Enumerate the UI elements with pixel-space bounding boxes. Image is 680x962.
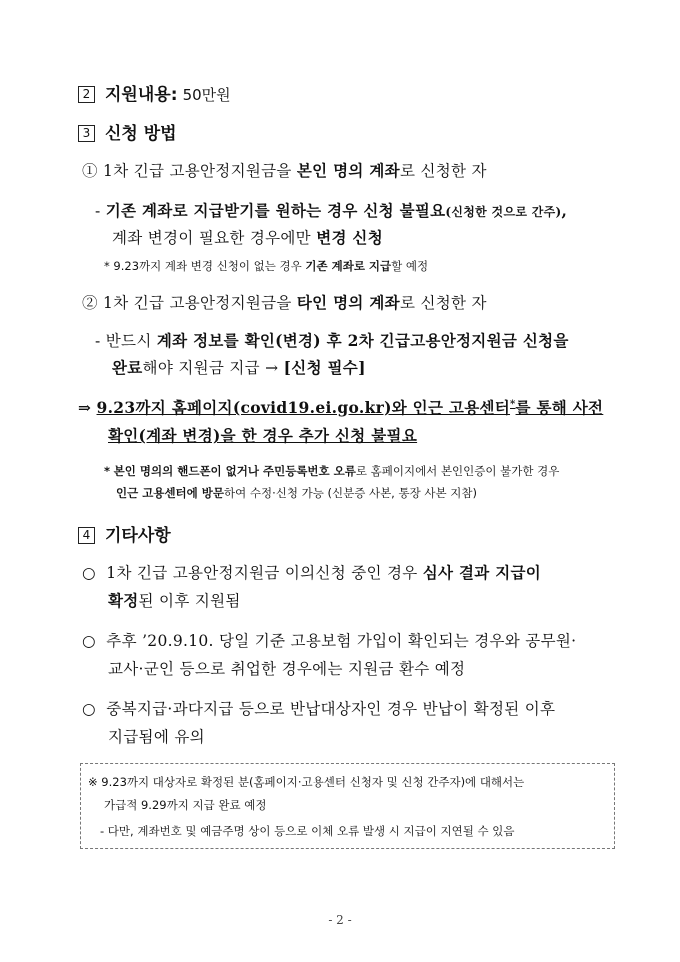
- conclusion-line-2: [108, 424, 417, 446]
- item-2-sub-line-1: [95, 329, 569, 351]
- star-marker: *: [104, 464, 111, 478]
- page-number: - 2 -: [328, 913, 352, 927]
- bullet-text: 추후 ’20.9.10. 당일 기준 고용보험 가입이 확인되는 경우와 공무원·: [106, 632, 577, 650]
- item-text: 1차 긴급 고용안정지원금을: [103, 162, 297, 180]
- note-emphasis: 본인 명의의 핸드폰이 없거나 주민등록번호 오류: [113, 464, 356, 478]
- sub-comma: ,: [561, 201, 568, 220]
- sub-text: 반드시: [105, 332, 157, 350]
- note-text: 하여 수정·신청 가능 (신분증 사본, 통장 사본 지참): [224, 486, 477, 500]
- bullet-marker: ○: [82, 700, 96, 718]
- star-note-line-1: [104, 463, 559, 479]
- sub-text: 해야 지원금 지급 →: [142, 359, 284, 377]
- section-title: 기타사항: [105, 526, 171, 546]
- sub-emphasis: 계좌 정보를 확인(변경) 후 2차 긴급고용안정지원금 신청을: [156, 331, 569, 350]
- sub-emphasis: 완료: [112, 358, 143, 377]
- bullet-2-line-1: [82, 629, 576, 651]
- section-3-heading: [78, 119, 177, 144]
- item-1-sub-line-2: [112, 226, 383, 248]
- bullet-3-line-2: [108, 725, 205, 747]
- note-text: * 9.23까지 계좌 변경 신청이 없는 경우: [104, 259, 306, 273]
- required-tag: [신청 필수]: [283, 358, 366, 377]
- section-4-heading: [78, 521, 171, 546]
- notice-line-2: [104, 797, 266, 813]
- item-1-note: [104, 258, 428, 274]
- dash-marker: -: [95, 332, 101, 350]
- item-text: 1차 긴급 고용안정지원금을: [103, 294, 297, 312]
- item-marker: ②: [82, 294, 98, 312]
- bullet-text: 지급됨에 유의: [108, 728, 205, 746]
- double-arrow-icon: ⇒: [78, 398, 92, 417]
- item-emphasis: 타인 명의 계좌: [296, 293, 400, 312]
- bullet-text: 된 이후 지원됨: [138, 592, 241, 610]
- item-1-sub-line-1: [95, 199, 567, 221]
- bullet-text: 교사·군인 등으로 취업한 경우에는 지원금 환수 예정: [108, 660, 466, 678]
- notice-line-3: [100, 823, 514, 839]
- sub-emphasis: 변경 신청: [316, 228, 383, 247]
- section-title: 지원내용:: [105, 85, 178, 105]
- note-emphasis: 기존 계좌로 지급: [305, 259, 392, 273]
- item-text: 로 신청한 자: [399, 294, 487, 312]
- note-text: 할 예정: [391, 259, 429, 273]
- note-text: 로 홈페이지에서 본인인증이 불가한 경우: [355, 464, 560, 478]
- item-text: 로 신청한 자: [399, 162, 487, 180]
- notice-text: 9.23까지 대상자로 확정된 분(홈페이지·고용센터 신청자 및 신청 간주자)에 대해서는: [101, 775, 525, 789]
- notice-text: - 다만, 계좌번호 및 예금주명 상이 등으로 이체 오류 발생 시 지급이 지연될 수 있음: [100, 824, 515, 838]
- dash-marker: -: [95, 202, 101, 220]
- section-number-box: 3: [78, 125, 95, 142]
- section-2-heading: [78, 80, 231, 105]
- notice-text: 가급적 9.29까지 지급 완료 예정: [104, 798, 267, 812]
- bullet-1-line-2: [108, 589, 241, 611]
- item-2-line: [82, 291, 487, 313]
- item-marker: ①: [82, 162, 98, 180]
- notice-line-1: [88, 774, 524, 790]
- sub-small-note: (신청한 것으로 간주): [445, 205, 562, 219]
- footnote-mark: *: [510, 398, 516, 410]
- support-amount: 50만원: [182, 86, 231, 104]
- star-note-line-2: [116, 485, 477, 501]
- section-number-box: 2: [78, 86, 95, 103]
- conclusion-text: 확인(계좌 변경)을 한 경우 추가 신청 불필요: [108, 426, 418, 445]
- bullet-emphasis: 심사 결과 지급이: [422, 563, 542, 582]
- conclusion-line-1: [78, 396, 603, 418]
- bullet-text: 중복지급·과다지급 등으로 반납대상자인 경우 반납이 확정된 이후: [106, 700, 556, 718]
- sub-emphasis: 기존 계좌로 지급받기를 원하는 경우 신청 불필요: [105, 201, 446, 220]
- item-2-sub-line-2: [112, 356, 366, 378]
- reference-mark-icon: ※: [88, 775, 98, 789]
- item-1-line: [82, 159, 487, 181]
- bullet-marker: ○: [82, 564, 96, 582]
- bullet-1-line-1: [82, 561, 541, 583]
- note-emphasis: 인근 고용센터에 방문: [116, 486, 224, 500]
- section-number-box: 4: [78, 527, 95, 544]
- conclusion-text: 9.23까지 홈페이지(covid19.ei.go.kr)와 인근 고용센터: [96, 398, 511, 417]
- bullet-2-line-2: [108, 657, 465, 679]
- bullet-emphasis: 확정: [108, 591, 139, 610]
- sub-text: 계좌 변경이 필요한 경우에만: [112, 229, 317, 247]
- bullet-3-line-1: [82, 697, 555, 719]
- section-title: 신청 방법: [105, 124, 177, 144]
- item-emphasis: 본인 명의 계좌: [296, 161, 400, 180]
- bullet-text: 1차 긴급 고용안정지원금 이의신청 중인 경우: [106, 564, 423, 582]
- conclusion-text: 를 통해 사전: [515, 398, 604, 417]
- bullet-marker: ○: [82, 632, 96, 650]
